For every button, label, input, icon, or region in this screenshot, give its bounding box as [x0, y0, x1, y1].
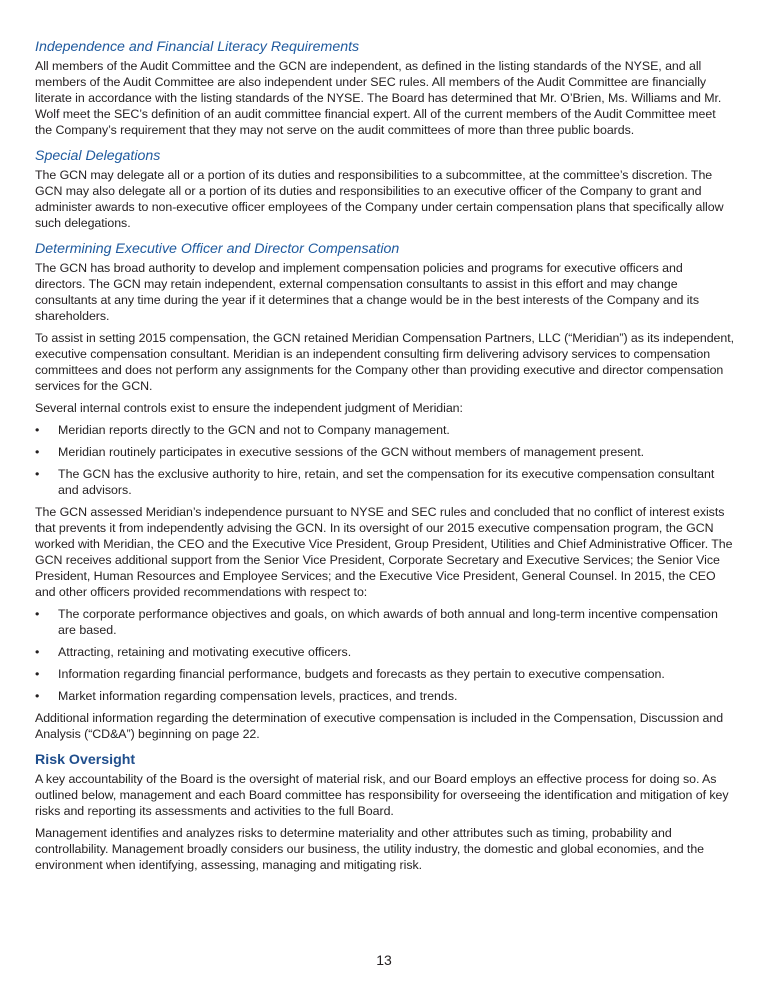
paragraph: A key accountability of the Board is the oversight of material risk, and our Board employs an effective process for doing so. As outlined below, management and each Board committee has responsibility for overseeing the identification and mitigation of key risks and reporting its assessments and activities to the full Board.: [35, 772, 729, 818]
paragraph: The GCN may delegate all or a portion of its duties and responsibilities to a subcommittee, at the committee’s discretion. The GCN may also delegate all or a portion of its duties and responsibilities to an executive officer of the Company to grant and administer awards to non-executive officer employees of the Company under certain compensation plans that specifically allow such delegations.: [35, 168, 724, 230]
bullet-icon: •: [35, 423, 40, 437]
section-heading: Determining Executive Officer and Director Compensation: [35, 241, 400, 257]
document-page: [35, 38, 735, 882]
list-item-text: The corporate performance objectives and goals, on which awards of both annual and long-term incentive compensation are based.: [58, 607, 718, 637]
section-independence: [35, 38, 735, 138]
list-item: [35, 606, 735, 638]
bullet-list-recommendations: [35, 606, 735, 704]
paragraph: Additional information regarding the determination of executive compensation is included in the Compensation, Discussion and Analysis (“CD&A”) beginning on page 22.: [35, 711, 724, 741]
section-risk-oversight: [35, 751, 735, 873]
list-item: [35, 422, 735, 438]
list-item-text: Attracting, retaining and motivating executive officers.: [58, 645, 352, 659]
section-heading: Special Delegations: [35, 148, 161, 164]
bullet-icon: •: [35, 667, 40, 681]
list-item-text: The GCN has the exclusive authority to hire, retain, and set the compensation for its executive compensation consultant and advisors.: [58, 467, 715, 497]
bullet-icon: •: [35, 689, 40, 703]
page-number: 13: [376, 952, 392, 968]
bullet-icon: •: [35, 607, 40, 621]
bullet-icon: •: [35, 645, 40, 659]
list-item-text: Information regarding financial performance, budgets and forecasts as they pertain to executive compensation.: [58, 667, 665, 681]
bullet-icon: •: [35, 467, 40, 481]
list-item-text: Meridian routinely participates in executive sessions of the GCN without members of management present.: [58, 445, 645, 459]
paragraph: All members of the Audit Committee and the GCN are independent, as defined in the listing standards of the NYSE, and all members of the Audit Committee are also independent under SEC rules. All members of the Audit Committee are financially literate in accordance with the listing standards of the NYSE. The Board has determined that Mr. O’Brien, Ms. Williams and Mr. Wolf meet the SEC’s definition of an audit committee financial expert. All of the current members of the Audit Committee meet the Company’s requirement that they may not serve on the audit committees of more than three public boards.: [35, 59, 722, 137]
paragraph: Several internal controls exist to ensure the independent judgment of Meridian:: [35, 401, 463, 415]
paragraph: Management identifies and analyzes risks to determine materiality and other attributes such as timing, probability and controllability. Management broadly considers our business, the utility industry, the domestic and global economies, and the environment when identifying, assessing, managing and mitigating risk.: [35, 826, 704, 872]
paragraph: The GCN has broad authority to develop and implement compensation policies and programs for executive officers and directors. The GCN may retain independent, external compensation consultants to assist in this effort and may change consultants at any time during the year if it determines that a change would be in the best interests of the Company and its shareholders.: [35, 261, 699, 323]
list-item-text: Meridian reports directly to the GCN and not to Company management.: [58, 423, 450, 437]
list-item: [35, 444, 735, 460]
list-item: [35, 644, 735, 660]
list-item: [35, 466, 735, 498]
section-special-delegations: [35, 147, 735, 231]
section-heading: Risk Oversight: [35, 752, 136, 768]
paragraph: To assist in setting 2015 compensation, the GCN retained Meridian Compensation Partners, LLC (“Meridian”) as its independent, executive compensation consultant. Meridian is an independent consulting firm delivering advisory services to compensation committees and does not perform any assignments for the Company other than providing executive and director compensation services for the GCN.: [35, 331, 735, 393]
list-item: [35, 688, 735, 704]
section-compensation: [35, 240, 735, 742]
list-item: [35, 666, 735, 682]
section-heading: Independence and Financial Literacy Requirements: [35, 39, 360, 55]
paragraph: The GCN assessed Meridian’s independence pursuant to NYSE and SEC rules and concluded that no conflict of interest exists that prevents it from independently advising the GCN. In its oversight of our 2015 executive compensation program, the GCN worked with Meridian, the CEO and the Executive Vice President, Group President, Utilities and Chief Administrative Officer. The GCN receives additional support from the Senior Vice President, Corporate Secretary and Executive Services; the Senior Vice President, Human Resources and Employee Services; and the Executive Vice President, General Counsel. In 2015, the CEO and other officers provided recommendations with respect to:: [35, 505, 733, 599]
list-item-text: Market information regarding compensation levels, practices, and trends.: [58, 689, 458, 703]
bullet-icon: •: [35, 445, 40, 459]
bullet-list-controls: [35, 422, 735, 498]
